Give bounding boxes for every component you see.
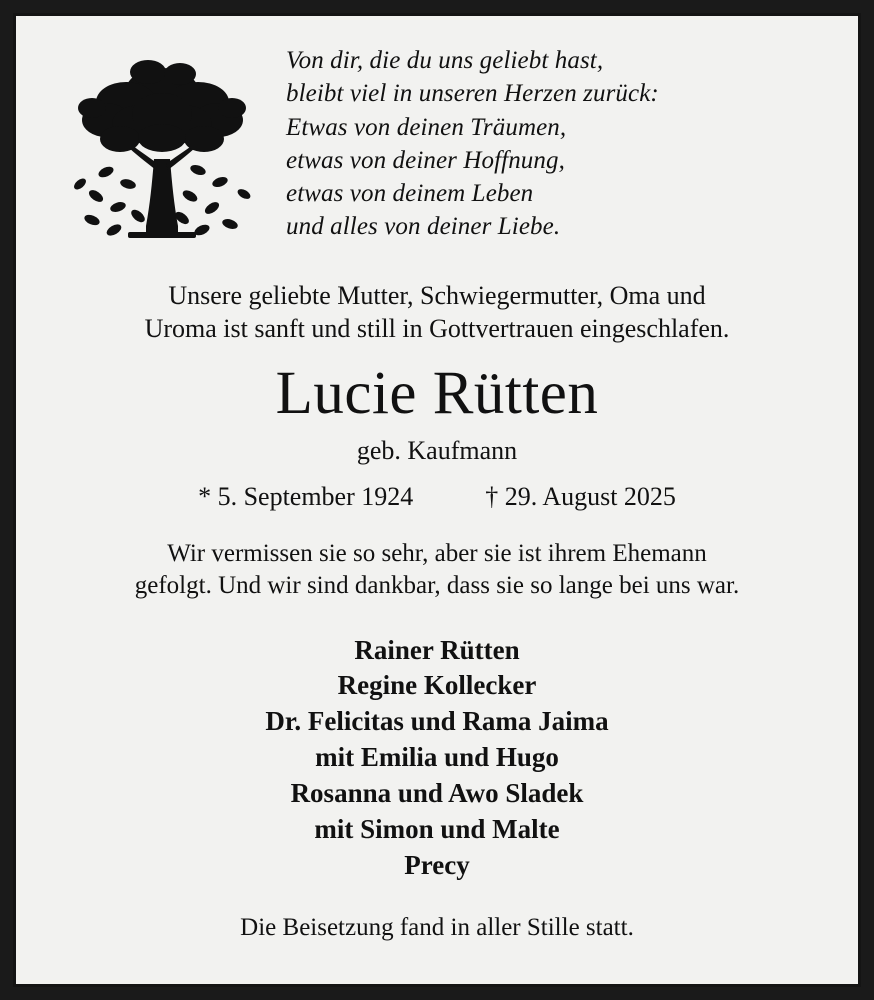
memorial-verse bbox=[282, 40, 832, 244]
verse-line: etwas von deiner Hoffnung, bbox=[286, 146, 565, 174]
verse-line: Von dir, die du uns geliebt hast, bbox=[286, 47, 604, 74]
survivor-line: Precy bbox=[404, 850, 470, 881]
intro-text bbox=[42, 279, 832, 346]
survivors-list bbox=[265, 633, 608, 884]
life-dates bbox=[198, 482, 676, 512]
verse-line: bleibt viel in unseren Herzen zurück: bbox=[286, 80, 659, 108]
intro-line: Uroma ist sanft und still in Gottvertrauen eingeschlafen. bbox=[144, 314, 730, 344]
survivor-line: Regine Kollecker bbox=[337, 670, 537, 701]
intro-line: Unsere geliebte Mutter, Schwiegermutter, Oma und bbox=[168, 281, 706, 310]
verse-line: Etwas von deinen Träumen, bbox=[286, 113, 567, 141]
maiden-name: geb. Kaufmann bbox=[356, 435, 518, 465]
memorial-message bbox=[42, 538, 832, 603]
obituary-card bbox=[13, 13, 861, 987]
tree-with-falling-leaves-icon bbox=[42, 40, 282, 259]
survivor-line: Dr. Felicitas und Rama Jaima bbox=[265, 706, 609, 737]
survivor-line: Rainer Rütten bbox=[354, 634, 520, 665]
verse-line: und alles von deiner Liebe. bbox=[286, 213, 561, 241]
deceased-name: Lucie Rütten bbox=[275, 359, 599, 427]
death-date: † 29. August 2025 bbox=[485, 481, 676, 511]
message-line: Wir vermissen sie so sehr, aber sie ist ihrem Ehemann bbox=[167, 539, 707, 567]
survivor-line: mit Emilia und Hugo bbox=[315, 742, 559, 773]
survivor-line: mit Simon und Malte bbox=[314, 814, 560, 845]
header-area bbox=[42, 40, 832, 259]
message-line: gefolgt. Und wir sind dankbar, dass sie so lange bei uns war. bbox=[134, 572, 740, 600]
birth-date: * 5. September 1924 bbox=[198, 481, 414, 511]
verse-line: etwas von deinem Leben bbox=[286, 180, 534, 207]
funeral-notice: Die Beisetzung fand in aller Stille statt. bbox=[240, 913, 634, 941]
survivor-line: Rosanna und Awo Sladek bbox=[290, 778, 584, 809]
